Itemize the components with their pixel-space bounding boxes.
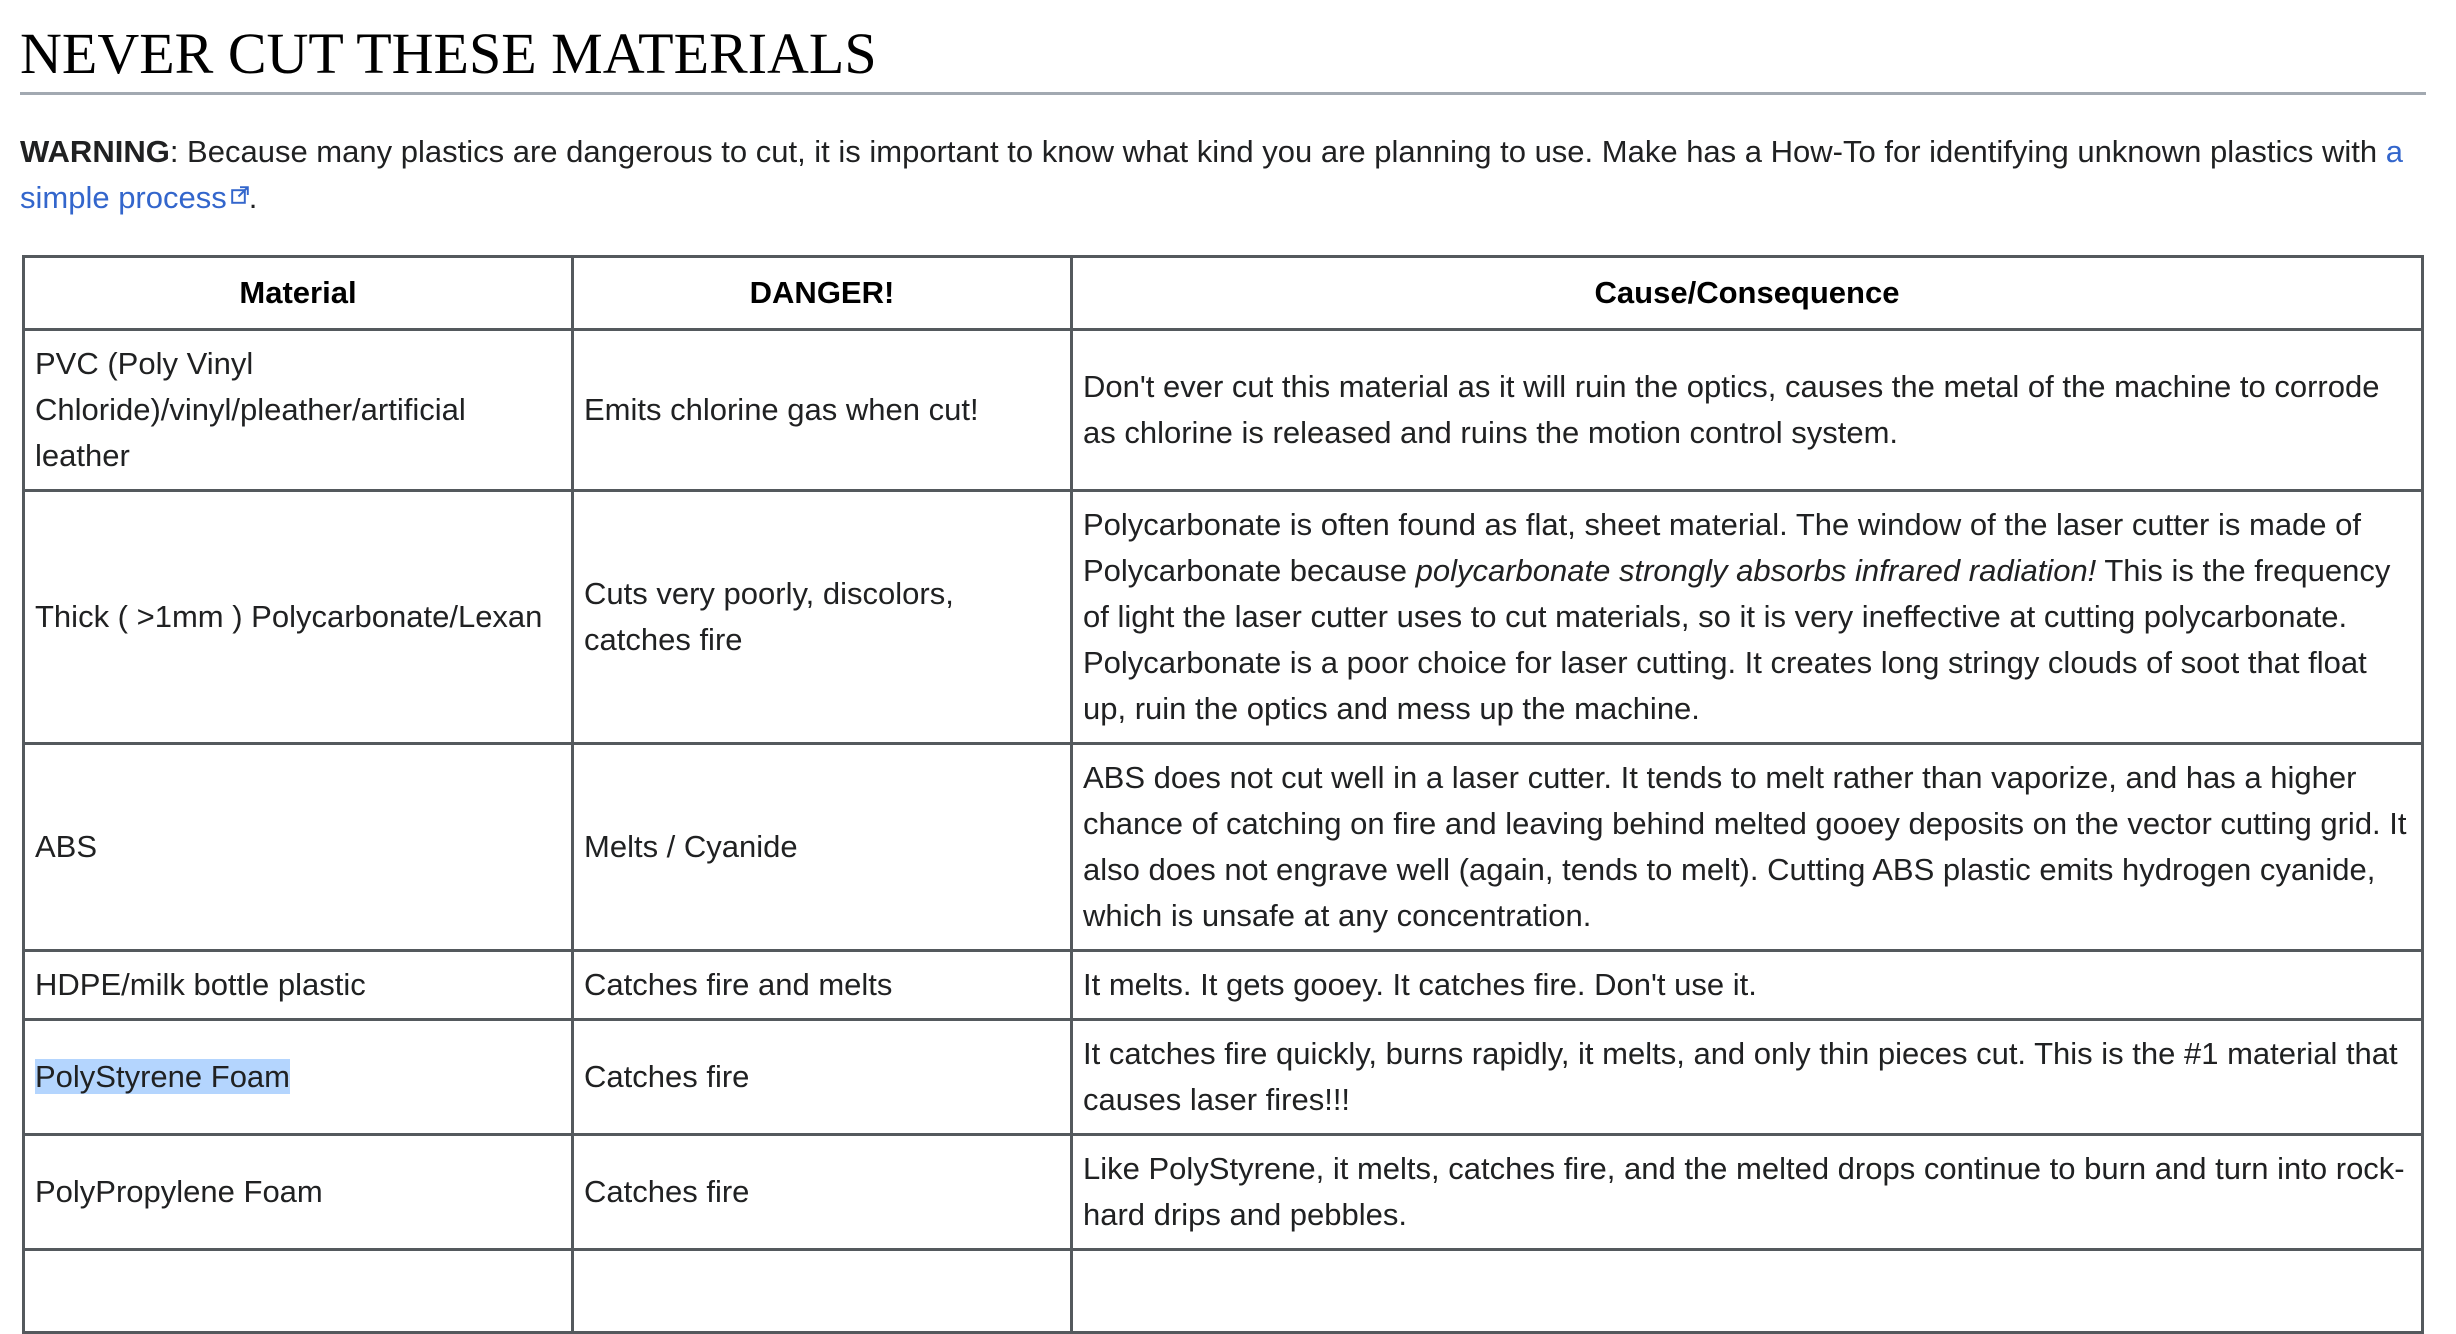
article-content	[20, 12, 2426, 1334]
material-cell: PVC (Poly Vinyl Chloride)/vinyl/pleather/artificial leather	[24, 330, 573, 491]
cause-cell	[1072, 491, 2423, 744]
table-row	[24, 1020, 2423, 1135]
selected-text[interactable]: PolyStyrene Foam	[35, 1059, 290, 1094]
cause-text: Polycarbonate is often found as flat, sheet material. The window of the laser cutter is made of Polycarbonate because	[1083, 507, 2362, 588]
table-row	[24, 330, 2423, 491]
danger-cell: Catches fire and melts	[573, 951, 1072, 1020]
warning-label: WARNING	[20, 134, 170, 169]
danger-cell: Catches fire	[573, 1135, 1072, 1250]
warning-end: .	[248, 180, 258, 215]
materials-table	[22, 255, 2424, 1334]
table-row	[24, 491, 2423, 744]
danger-cell: Cuts very poorly, discolors, catches fire	[573, 491, 1072, 744]
material-cell: ABS	[24, 744, 573, 951]
cause-cell: It catches fire quickly, burns rapidly, it melts, and only thin pieces cut. This is the #1 material that causes laser fires!!!	[1072, 1020, 2423, 1135]
danger-cell: Catches fire	[573, 1020, 1072, 1135]
simple-process-link-text[interactable]: a simple process	[20, 134, 2404, 215]
cause-cell: Like PolyStyrene, it melts, catches fire, and the melted drops continue to burn and turn into rock-hard drips and pebbles.	[1072, 1135, 2423, 1250]
cause-text: This is the frequency of light the laser cutter uses to cut materials, so it is very ineffective at cutting polycarbonate. Polycarbonate is a poor choice for laser cutting. It creates long stringy clouds of soot that float up, ruin the optics and mess up the machine.	[1083, 553, 2391, 726]
table-header-row	[24, 257, 2423, 330]
material-cell: PolyPropylene Foam	[24, 1135, 573, 1250]
cause-cell: It melts. It gets gooey. It catches fire. Don't use it.	[1072, 951, 2423, 1020]
header-material: Material	[24, 257, 573, 330]
cause-cell: ABS does not cut well in a laser cutter. It tends to melt rather than vaporize, and has a higher chance of catching on fire and leaving behind melted gooey deposits on the vector cutting grid. It also does not engrave well (again, tends to melt). Cutting ABS plastic emits hydrogen cyanide, which is unsafe at any concentration.	[1072, 744, 2423, 951]
header-danger: DANGER!	[573, 257, 1072, 330]
section-heading: NEVER CUT THESE MATERIALS	[20, 12, 2426, 95]
material-cell	[24, 1020, 573, 1135]
header-cause: Cause/Consequence	[1072, 257, 2423, 330]
material-cell: Thick ( >1mm ) Polycarbonate/Lexan	[24, 491, 573, 744]
table-row	[24, 1135, 2423, 1250]
table-row	[24, 744, 2423, 951]
table-row-partial	[24, 1250, 2423, 1333]
material-cell: HDPE/milk bottle plastic	[24, 951, 573, 1020]
material-cell-empty	[24, 1250, 573, 1333]
external-link-icon[interactable]	[231, 186, 249, 204]
cause-cell: Don't ever cut this material as it will ruin the optics, causes the metal of the machine to corrode as chlorine is released and ruins the motion control system.	[1072, 330, 2423, 491]
warning-text: : Because many plastics are dangerous to cut, it is important to know what kind you are planning to use. Make has a How-To for identifying unknown plastics with	[169, 134, 2386, 169]
danger-cell-empty	[573, 1250, 1072, 1333]
danger-cell: Emits chlorine gas when cut!	[573, 330, 1072, 491]
danger-cell: Melts / Cyanide	[573, 744, 1072, 951]
cause-cell-empty	[1072, 1250, 2423, 1333]
warning-paragraph	[20, 129, 2426, 221]
cause-emphasis: polycarbonate strongly absorbs infrared radiation!	[1415, 553, 2097, 588]
table-row	[24, 951, 2423, 1020]
